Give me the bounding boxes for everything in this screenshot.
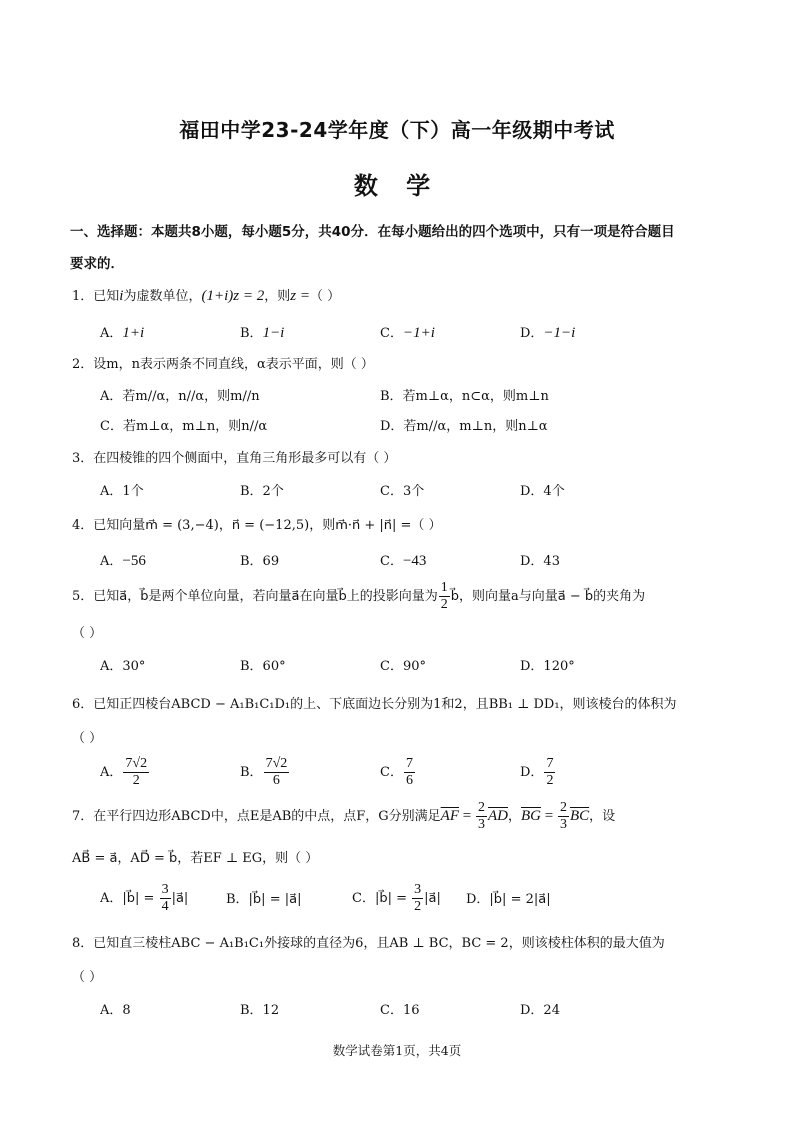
q1-option-b: B．1−i (240, 325, 285, 341)
q8-option-c: C．16 (380, 1003, 420, 1018)
q7-option-d: D．|b⃗| = 2|a⃗| (466, 892, 551, 907)
exam-title: 福田中学23-24学年度（下）高一年级期中考试 (179, 118, 615, 142)
q3-option-d: D．4个 (520, 484, 565, 499)
section-instructions-line2: 要求的． (70, 256, 124, 272)
q4-option-c: C．−43 (380, 553, 427, 569)
question-number: 1． (72, 289, 94, 304)
q6-option-d: D． $\frac{7}{2}$ (520, 756, 554, 788)
q5-option-b: B．60° (240, 659, 286, 674)
question-3: 3．在四棱锥的四个侧面中，直角三角形最多可以有（ ） (72, 451, 397, 466)
question-7-line2: AB⃗ = a⃗，AD⃗ = b⃗，若EF ⊥ EG，则（ ） (72, 851, 319, 866)
q2-option-b: B．若m⊥α，n⊂α，则m⊥n (380, 389, 549, 404)
subject-heading: 数 学 (353, 172, 441, 200)
q4-option-a: A．−56 (100, 553, 146, 569)
q5-option-d: D．120° (520, 659, 575, 674)
question-6: 6．已知正四棱台ABCD − A₁B₁C₁D₁的上、下底面边长分别为1和2，且BB₁ ⊥ DD₁，则该棱台的体积为 (72, 697, 677, 712)
question-1: 1．已知i为虚数单位，(1+i)z = 2，则z =（ ） (72, 288, 341, 304)
question-7: 7．在平行四边形ABCD中，点E是AB的中点，点F，G分别满足$\overline{AF}$ = $\frac{2}{3}$ $\overline{AD}$，$\overline{BG}$ = $\frac{2}{3}$ $\overline{BC}$，设 (72, 800, 616, 832)
math-expression: (1+i)z = 2 (201, 288, 265, 304)
question-5-paren: （ ） (72, 626, 103, 641)
question-2: 2．设m，n表示两条不同直线，α表示平面，则（ ） (72, 357, 374, 372)
q7-option-b: B．|b⃗| = |a⃗| (226, 892, 302, 907)
q2-option-c: C．若m⊥α，m⊥n，则n//α (100, 419, 268, 434)
q1-option-d: D．−1−i (520, 325, 576, 341)
question-6-paren: （ ） (72, 731, 103, 746)
q1-option-c: C．−1+i (380, 325, 435, 341)
q4-option-b: B．69 (240, 554, 280, 569)
q1-option-a: A．1+i (100, 325, 145, 341)
question-4: 4．已知向量m⃗ = (3,−4)，n⃗ = (−12,5)，则m⃗·n⃗ + |n⃗| =（ ） (72, 518, 442, 533)
q5-option-c: C．90° (380, 659, 426, 674)
fraction: $\frac{1}{2}$ (440, 580, 448, 612)
q4-option-d: D．43 (520, 554, 560, 569)
question-8: 8．已知直三棱柱ABC − A₁B₁C₁外接球的直径为6，且AB ⊥ BC，BC = 2，则该棱柱体积的最大值为 (72, 936, 665, 951)
q7-option-c: C．|b⃗| = $\frac{3}{2}$ |a⃗| (352, 882, 441, 914)
q2-option-d: D．若m//α，m⊥n，则n⊥α (380, 419, 548, 434)
question-5: 5．已知a⃗，b⃗是两个单位向量，若向量a⃗在向量b⃗上的投影向量为 $\frac{1}{2}$ b⃗，则向量a与向量a⃗ − b⃗的夹角为 (72, 580, 646, 612)
q8-option-d: D．24 (520, 1003, 560, 1018)
q3-option-b: B．2个 (240, 484, 284, 499)
q3-option-c: C．3个 (380, 484, 425, 499)
q6-option-b: B． $\frac{7√2}{6}$ (240, 756, 288, 788)
q5-option-a: A．30° (100, 659, 146, 674)
q3-option-a: A．1个 (100, 484, 144, 499)
page-footer: 数学试卷第1页，共4页 (332, 1043, 462, 1058)
q2-option-a: A．若m//α，n//α，则m//n (100, 389, 260, 404)
q6-option-c: C． $\frac{7}{6}$ (380, 756, 413, 788)
section-instructions-line1: 一、选择题：本题共8小题，每小题5分，共40分．在每小题给出的四个选项中，只有一项是符合题目 (70, 224, 675, 240)
q8-option-b: B．12 (240, 1003, 280, 1018)
q6-option-a: A． $\frac{7√2}{2}$ (100, 756, 148, 788)
q7-option-a: A．|b⃗| = $\frac{3}{4}$ |a⃗| (100, 882, 189, 914)
q8-option-a: A．8 (100, 1003, 131, 1018)
question-8-paren: （ ） (72, 970, 103, 985)
